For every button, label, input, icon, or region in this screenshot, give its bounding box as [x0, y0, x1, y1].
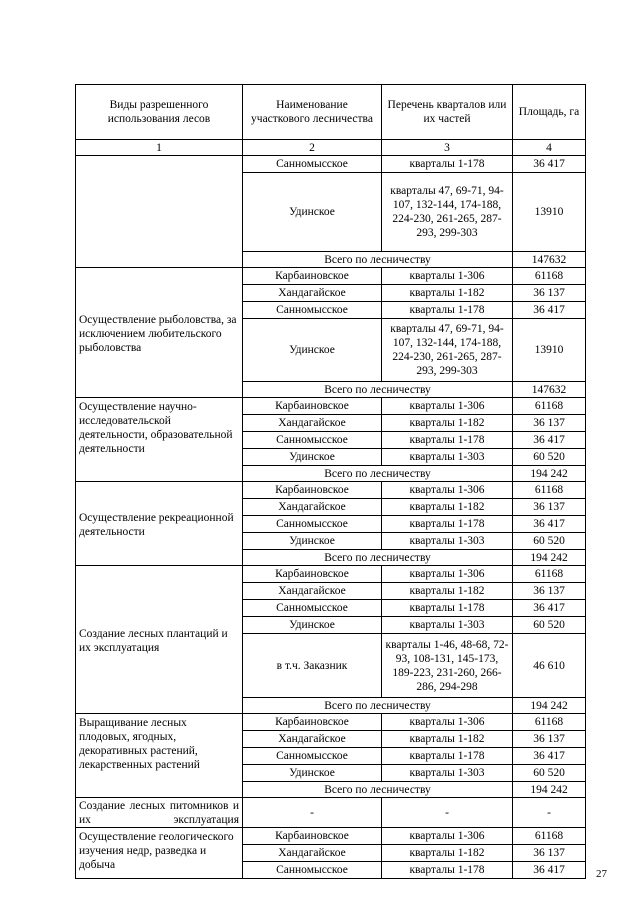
- forestry-cell: Санномысское: [243, 302, 382, 319]
- quarters-cell: кварталы 1-303: [382, 449, 513, 466]
- forestry-cell: Удинское: [243, 449, 382, 466]
- forestry-cell: -: [243, 798, 382, 828]
- quarters-cell: кварталы 1-178: [382, 302, 513, 319]
- total-value: 147632: [513, 252, 586, 268]
- col-number: 3: [382, 140, 513, 156]
- quarters-cell: кварталы 1-306: [382, 268, 513, 285]
- quarters-cell: кварталы 1-182: [382, 415, 513, 432]
- total-label: Всего по лесничеству: [243, 466, 513, 482]
- forestry-cell: Хандагайское: [243, 285, 382, 302]
- area-cell: 61168: [513, 566, 586, 583]
- forestry-cell: Санномысское: [243, 156, 382, 173]
- area-cell: -: [513, 798, 586, 828]
- forestry-cell: Хандагайское: [243, 583, 382, 600]
- header-row: [76, 85, 586, 140]
- total-label: Всего по лесничеству: [243, 782, 513, 798]
- area-cell: 36 417: [513, 302, 586, 319]
- use-type-cell: Осуществление научно-исследовательской деятельности, образовательной деятельности: [76, 398, 243, 482]
- total-label: Всего по лесничеству: [243, 382, 513, 398]
- table-row: [76, 828, 586, 845]
- total-label: Всего по лесничеству: [243, 698, 513, 714]
- area-cell: 36 137: [513, 499, 586, 516]
- quarters-cell: кварталы 1-178: [382, 748, 513, 765]
- area-cell: 61168: [513, 714, 586, 731]
- total-label: Всего по лесничеству: [243, 550, 513, 566]
- area-cell: 36 417: [513, 600, 586, 617]
- forestry-cell: Хандагайское: [243, 845, 382, 862]
- table-row: [76, 798, 586, 828]
- forestry-cell: Санномысское: [243, 862, 382, 879]
- use-type-cell: [76, 156, 243, 268]
- area-cell: 60 520: [513, 617, 586, 634]
- area-cell: 36 417: [513, 156, 586, 173]
- area-cell: 36 137: [513, 415, 586, 432]
- table-row: [76, 482, 586, 499]
- area-cell: 13910: [513, 319, 586, 382]
- total-value: 194 242: [513, 466, 586, 482]
- quarters-cell: кварталы 47, 69-71, 94-107, 132-144, 174-188, 224-230, 261-265, 287-293, 299-303: [382, 173, 513, 252]
- quarters-cell: -: [382, 798, 513, 828]
- forestry-cell: Хандагайское: [243, 731, 382, 748]
- total-label: Всего по лесничеству: [243, 252, 513, 268]
- header-quarters: Перечень кварталов или их частей: [382, 85, 513, 140]
- area-cell: 36 417: [513, 862, 586, 879]
- forestry-cell: Санномысское: [243, 516, 382, 533]
- area-cell: 36 417: [513, 748, 586, 765]
- header-forestry: Наименование участкового лесничества: [243, 85, 382, 140]
- forestry-cell: Карбаиновское: [243, 566, 382, 583]
- forestry-cell: Удинское: [243, 765, 382, 782]
- total-value: 194 242: [513, 550, 586, 566]
- table-row: [76, 398, 586, 415]
- forestry-cell: Удинское: [243, 319, 382, 382]
- quarters-cell: кварталы 1-306: [382, 482, 513, 499]
- forestry-cell: Санномысское: [243, 600, 382, 617]
- use-type-cell: Осуществление рыболовства, за исключением любительского рыболовства: [76, 268, 243, 398]
- area-cell: 61168: [513, 268, 586, 285]
- forestry-cell: Карбаиновское: [243, 398, 382, 415]
- area-cell: 13910: [513, 173, 586, 252]
- area-cell: 61168: [513, 482, 586, 499]
- col-number: 1: [76, 140, 243, 156]
- area-cell: 36 137: [513, 845, 586, 862]
- quarters-cell: кварталы 1-178: [382, 156, 513, 173]
- forestry-cell: Карбаиновское: [243, 714, 382, 731]
- col-number: 4: [513, 140, 586, 156]
- area-cell: 60 520: [513, 533, 586, 550]
- quarters-cell: кварталы 1-178: [382, 862, 513, 879]
- quarters-cell: кварталы 1-178: [382, 432, 513, 449]
- table-row: [76, 268, 586, 285]
- column-number-row: [76, 140, 586, 156]
- use-type-cell: Создание лесных питомников и их эксплуатация: [76, 798, 243, 828]
- table-row: [76, 156, 586, 173]
- total-value: 147632: [513, 382, 586, 398]
- forestry-cell: Карбаиновское: [243, 482, 382, 499]
- quarters-cell: кварталы 1-178: [382, 516, 513, 533]
- quarters-cell: кварталы 1-303: [382, 765, 513, 782]
- quarters-cell: кварталы 1-306: [382, 566, 513, 583]
- forestry-cell: Удинское: [243, 173, 382, 252]
- area-cell: 60 520: [513, 765, 586, 782]
- total-value: 194 242: [513, 782, 586, 798]
- area-cell: 36 137: [513, 731, 586, 748]
- quarters-cell: кварталы 1-182: [382, 845, 513, 862]
- use-type-cell: Осуществление рекреационной деятельности: [76, 482, 243, 566]
- use-type-cell: Осуществление геологического изучения недр, разведка и добыча: [76, 828, 243, 879]
- total-value: 194 242: [513, 698, 586, 714]
- table-row: [76, 566, 586, 583]
- forestry-cell: в т.ч. Заказник: [243, 634, 382, 698]
- quarters-cell: кварталы 1-182: [382, 499, 513, 516]
- area-cell: 46 610: [513, 634, 586, 698]
- quarters-cell: кварталы 1-303: [382, 533, 513, 550]
- forestry-cell: Удинское: [243, 617, 382, 634]
- quarters-cell: кварталы 1-306: [382, 714, 513, 731]
- forestry-cell: Удинское: [243, 533, 382, 550]
- forest-use-table: [75, 84, 586, 879]
- use-type-cell: Создание лесных плантаций и их эксплуатация: [76, 566, 243, 714]
- page-number: 27: [596, 868, 607, 880]
- table-row: [76, 714, 586, 731]
- header-area: Площадь, га: [513, 85, 586, 140]
- quarters-cell: кварталы 1-306: [382, 828, 513, 845]
- forestry-cell: Санномысское: [243, 432, 382, 449]
- col-number: 2: [243, 140, 382, 156]
- area-cell: 60 520: [513, 449, 586, 466]
- quarters-cell: кварталы 1-178: [382, 600, 513, 617]
- forestry-cell: Карбаиновское: [243, 268, 382, 285]
- area-cell: 36 137: [513, 285, 586, 302]
- header-use: Виды разрешенного использования лесов: [76, 85, 243, 140]
- forestry-cell: Карбаиновское: [243, 828, 382, 845]
- forestry-cell: Хандагайское: [243, 415, 382, 432]
- quarters-cell: кварталы 1-182: [382, 731, 513, 748]
- quarters-cell: кварталы 1-182: [382, 583, 513, 600]
- quarters-cell: кварталы 1-303: [382, 617, 513, 634]
- area-cell: 36 137: [513, 583, 586, 600]
- quarters-cell: кварталы 1-306: [382, 398, 513, 415]
- forestry-cell: Хандагайское: [243, 499, 382, 516]
- quarters-cell: кварталы 1-46, 48-68, 72-93, 108-131, 145-173, 189-223, 231-260, 266-286, 294-298: [382, 634, 513, 698]
- quarters-cell: кварталы 1-182: [382, 285, 513, 302]
- area-cell: 61168: [513, 828, 586, 845]
- area-cell: 36 417: [513, 432, 586, 449]
- forestry-cell: Санномысское: [243, 748, 382, 765]
- area-cell: 61168: [513, 398, 586, 415]
- use-type-cell: Выращивание лесных плодовых, ягодных, декоративных растений, лекарственных растений: [76, 714, 243, 798]
- area-cell: 36 417: [513, 516, 586, 533]
- quarters-cell: кварталы 47, 69-71, 94-107, 132-144, 174-188, 224-230, 261-265, 287-293, 299-303: [382, 319, 513, 382]
